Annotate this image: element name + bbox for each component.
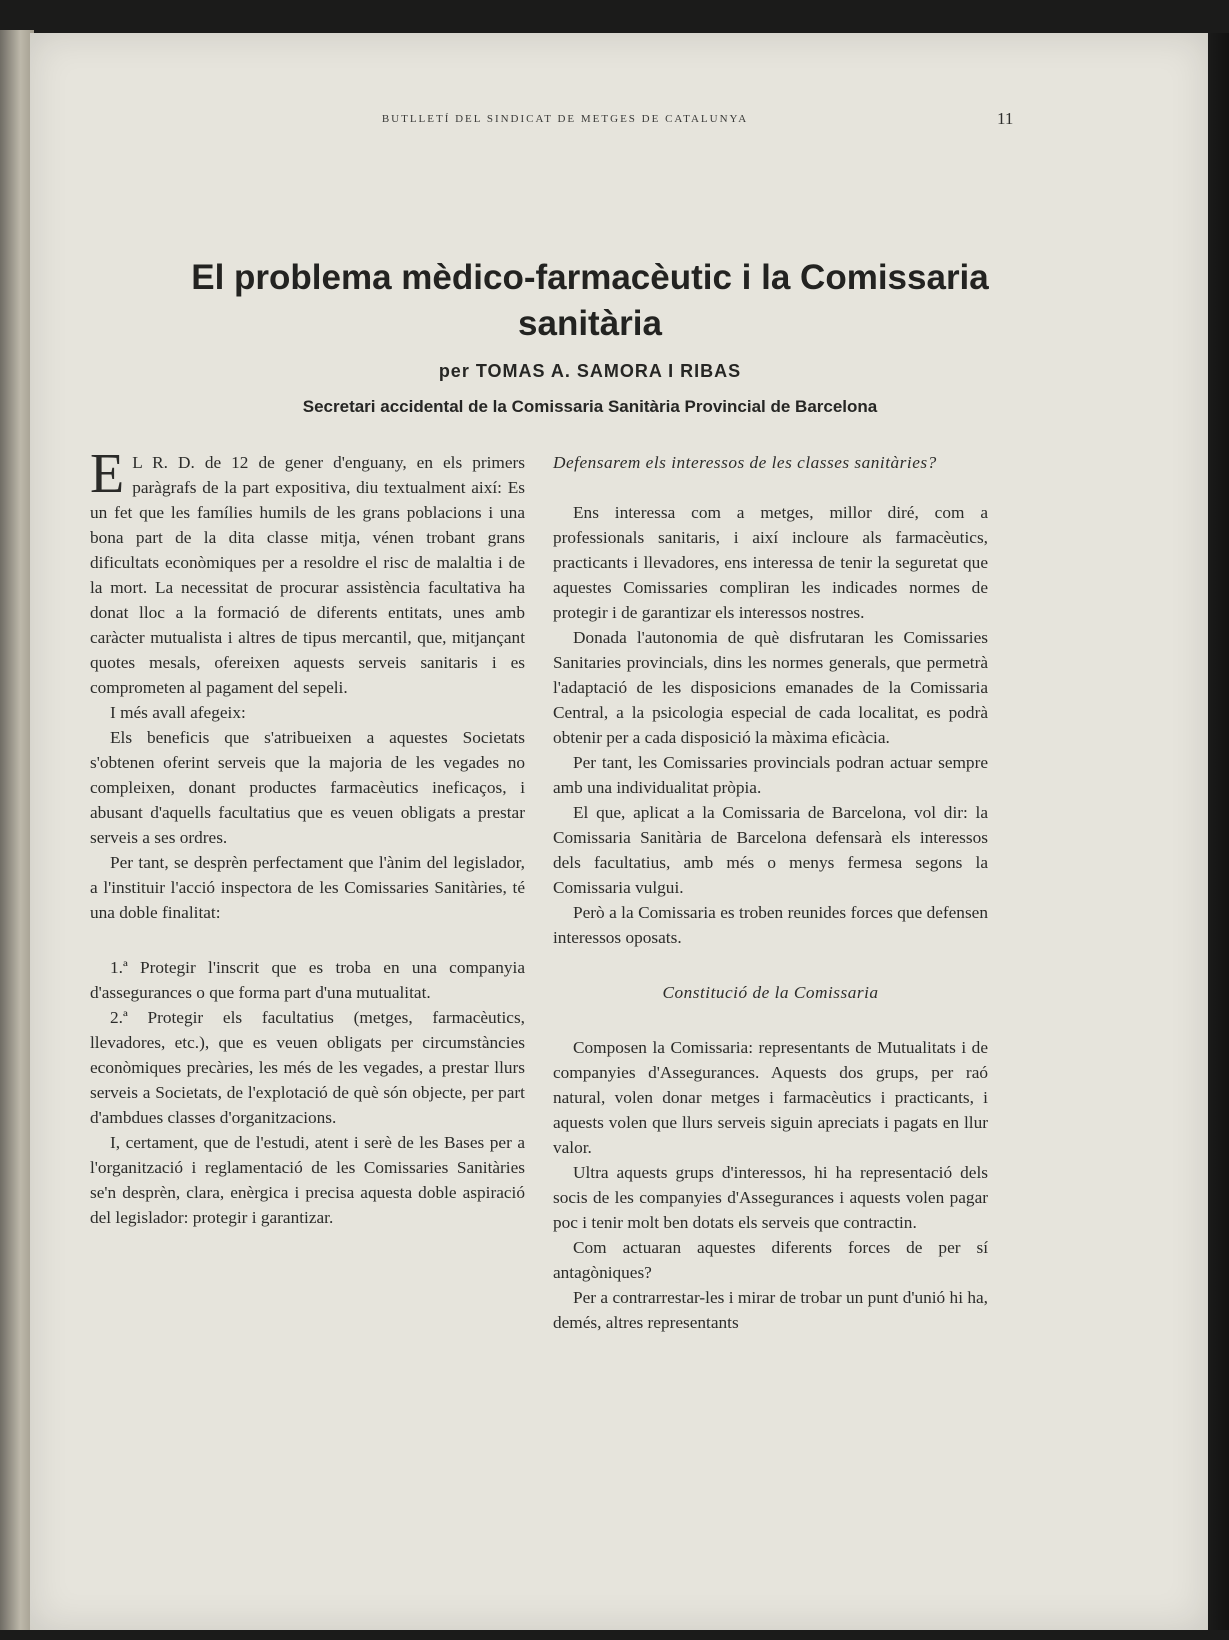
question-heading: Defensarem els interessos de les classes sanitàries? (553, 453, 937, 472)
paragraph: I més avall afegeix: (110, 703, 246, 722)
paragraph: I, certament, que de l'estudi, atent i serè de les Bases per a l'organització i reglamentació de les Comissaries Sanitàries se'n desprèn, clara, enèrgica i precisa aquesta doble aspiració del legislador: protegir i garantizar. (90, 1133, 525, 1227)
paragraph: Per tant, les Comissaries provincials podran actuar sempre amb una individualitat pròpia. (553, 753, 988, 797)
running-header: BUTLLETÍ DEL SINDICAT DE METGES DE CATALUNYA (381, 113, 749, 125)
article-author: per TOMAS A. SAMORA I RIBAS (438, 361, 742, 381)
book-page-edge (0, 30, 34, 1630)
list-item: 2.ª Protegir els facultatius (metges, farmacèutics, llevadores, etc.), que es veuen obligats per circumstàncies econòmiques precàries, les més de les vegades, a prestar llurs serveis a Societats, de l'explotació de què són objecte, per part d'ambdues classes d'organitzacions. (90, 1008, 525, 1127)
spacer (553, 1005, 988, 1035)
paragraph: Donada l'autonomia de què disfrutaran les Comissaries Sanitaries provincials, dins les normes generals, que permetrà l'adaptació de les disposicions emanades de la Comissaria Central, a la psicologia especial de cada localitat, es podrà obtenir per a cada disposició la màxima eficàcia. (553, 628, 988, 747)
spacer (553, 475, 988, 500)
article-title-line1: El problema mèdico-farmacèutic i la Comissaria (191, 258, 989, 297)
paragraph: Com actuaran aquestes diferents forces de per sí antagòniques? (553, 1238, 988, 1282)
spacer (90, 925, 525, 955)
paragraph: El que, aplicat a la Comissaria de Barcelona, vol dir: la Comissaria Sanitària de Barcelona defensarà els interessos dels facultatius, amb més o menys fermesa segons la Comissaria vulgui. (553, 803, 988, 897)
binding-shadow (1207, 33, 1229, 1630)
list-item: 1.ª Protegir l'inscrit que es troba en una companyia d'assegurances o que forma part d'una mutualitat. (90, 958, 525, 1002)
paragraph: Per a contrarrestar-les i mirar de trobar un punt d'unió hi ha, demés, altres representants (553, 1288, 988, 1332)
paragraph-text: L R. D. de 12 de gener d'enguany, en els primers paràgrafs de la part expositiva, diu textualment així: Es un fet que les famílies humils de les grans poblacions i una bona part de la dita classe mitja, vénen trobant grans dificultats econòmiques per a resoldre el risc de malaltia i de la mort. La necessitat de procurar assistència facultativa ha donat lloc a la formació de diferents entitats, unes amb caràcter mutualista i altres de tipus mercantil, que, mitjançant quotes mesals, ofereixen aquests serveis sanitaris i es comprometen al pagament del sepeli. (90, 453, 525, 697)
paragraph: Ens interessa com a metges, millor diré, com a professionals sanitaris, i així incloure als farmacèutics, practicants i llevadores, ens interessa de tenir la seguretat que aquestes Comissaries compliran les indicades normes de protegir i de garantizar els interessos nostres. (553, 503, 988, 622)
document-page (30, 33, 1208, 1630)
paragraph: Ultra aquests grups d'interessos, hi ha representació dels socis de les companyies d'Assegurances i aquests volen pagar poc i tenir molt ben dotats els serveis que contractin. (553, 1163, 988, 1232)
paragraph: Per tant, se desprèn perfectament que l'ànim del legislador, a l'instituir l'acció inspectora de les Comissaries Sanitàries, té una doble finalitat: (90, 853, 525, 922)
article-title (30, 255, 1150, 347)
article-title-line2: sanitària (518, 304, 662, 343)
paragraph: Però a la Comissaria es troben reunides forces que defensen interessos oposats. (553, 903, 988, 947)
section-heading: Constitució de la Comissaria (662, 983, 879, 1002)
paragraph: Els beneficis que s'atribueixen a aquestes Societats s'obtenen oferint serveis que la majoria de les vegades no compleixen, donant productes farmacèutics ineficaços, i abusant d'aquells facultatius que es veuen obligats a prestar serveis a ses ordres. (90, 728, 525, 847)
page-number: 11 (997, 109, 1014, 128)
right-column (553, 450, 988, 1335)
paragraph (90, 443, 525, 700)
author-affiliation: Secretari accidental de la Comissaria Sanitària Provincial de Barcelona (302, 397, 878, 416)
drop-cap: E (90, 443, 125, 505)
left-column (90, 443, 525, 1230)
paragraph: Composen la Comissaria: representants de Mutualitats i de companyies d'Assegurances. Aquests dos grups, per raó natural, volen donar metges i farmacèutics i practicants, i aquests volen que llurs serveis siguin apreciats i pagats en llur valor. (553, 1038, 988, 1157)
spacer (553, 950, 988, 980)
